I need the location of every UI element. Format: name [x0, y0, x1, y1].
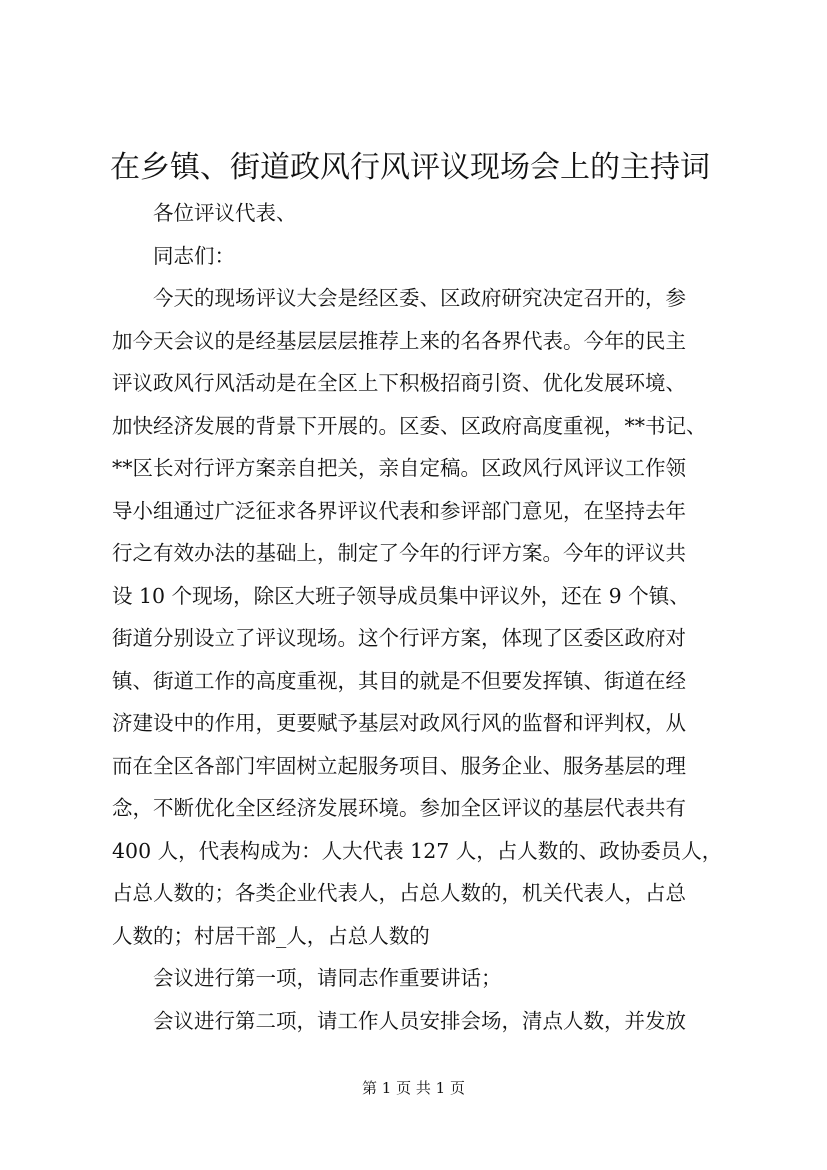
salutation-line-2	[112, 235, 722, 278]
paragraph-1-line: 街道分别设立了评议现场。这个行评方案，体现了区委区政府对	[112, 626, 686, 650]
document-body	[112, 192, 722, 1042]
paragraph-2	[112, 957, 722, 1000]
paragraph-1-line: 人数的；村居干部_人，占总人数的	[112, 923, 430, 948]
document-title: 在乡镇、街道政风行风评议现场会上的主持词	[110, 150, 710, 185]
paragraph-1-line: 而在全区各部门牢固树立起服务项目、服务企业、服务基层的理	[112, 753, 686, 778]
paragraph-1-line: 加快经济发展的背景下开展的。区委、区政府高度重视，**书记、	[112, 413, 707, 438]
paragraph-1	[112, 277, 722, 957]
paragraph-3-text: 会议进行第二项，请工作人员安排会场，清点人数，并发放	[153, 1008, 686, 1033]
paragraph-3	[112, 1000, 722, 1043]
salutation-line-1	[112, 192, 722, 235]
paragraph-1-line: 行之有效办法的基础上，制定了今年的行评方案。今年的评议共	[112, 541, 686, 565]
paragraph-1-line: **区长对行评方案亲自把关，亲自定稿。区政风行风评议工作领	[112, 456, 686, 480]
paragraph-2-text: 会议进行第一项，请同志作重要讲话；	[153, 966, 502, 990]
paragraph-1-line: 济建设中的作用，更要赋予基层对政风行风的监督和评判权，从	[112, 711, 686, 735]
paragraph-1-line: 加今天会议的是经基层层层推荐上来的名各界代表。今年的民主	[112, 328, 686, 353]
paragraph-1-line: 念，不断优化全区经济发展环境。参加全区评议的基层代表共有	[112, 796, 686, 820]
paragraph-1-line: 设 10 个现场，除区大班子领导成员集中评议外，还在 9 个镇、	[112, 583, 690, 608]
paragraph-1-line: 400 人，代表构成为：人大代表 127 人，占人数的、政协委员人，	[112, 838, 723, 863]
paragraph-1-line: 今天的现场评议大会是经区委、区政府研究决定召开的，参	[153, 286, 686, 310]
salutation-text-1: 各位评议代表、	[153, 201, 297, 225]
salutation-text-2: 同志们：	[153, 243, 235, 268]
paragraph-1-line: 占总人数的；各类企业代表人，占总人数的，机关代表人，占总	[112, 881, 686, 905]
paragraph-1-line: 导小组通过广泛征求各界评议代表和参评部门意见，在坚持去年	[112, 498, 686, 523]
paragraph-1-line: 评议政风行风活动是在全区上下积极招商引资、优化发展环境、	[112, 371, 686, 395]
paragraph-1-line: 镇、街道工作的高度重视，其目的就是不但要发挥镇、街道在经	[112, 668, 686, 693]
page-number-footer: 第 1 页 共 1 页	[362, 1079, 465, 1097]
